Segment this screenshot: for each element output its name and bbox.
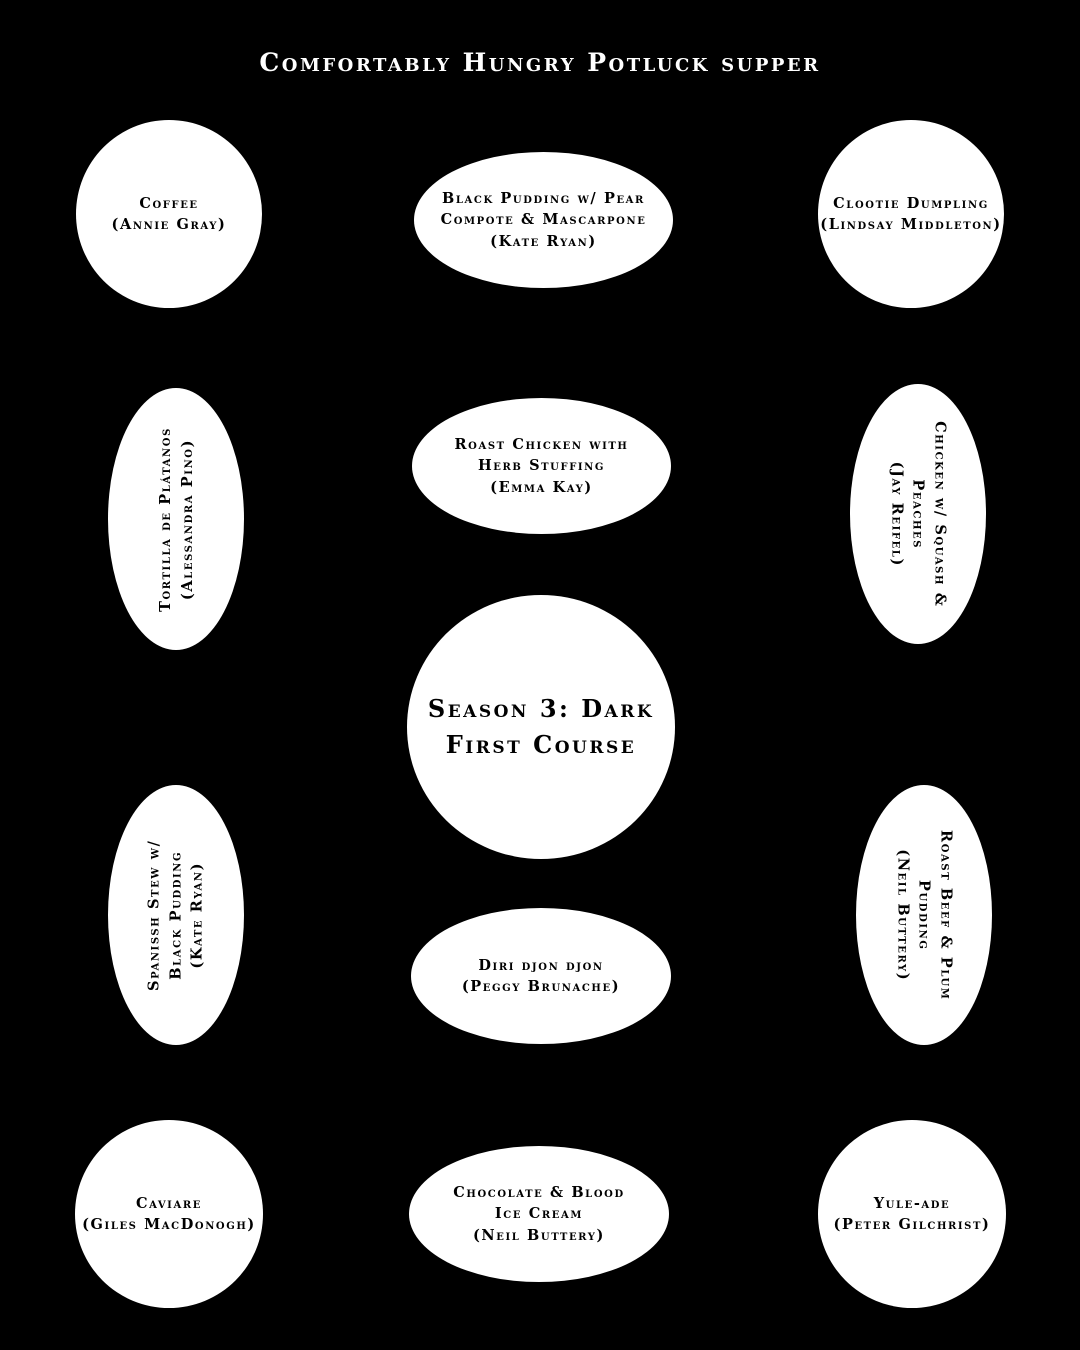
dish-clootie-dumpling [818,120,1004,308]
dish-label [455,434,629,499]
center-circle [407,595,675,859]
dish-contributor: (Peggy Brunache) [461,978,621,995]
dish-label [886,421,951,607]
dish-label [820,193,1002,236]
dish-name: Yule-ade [873,1194,951,1212]
dish-contributor: (Jay Reifel) [888,461,906,567]
dish-name: Ice Cream [494,1205,584,1223]
page-title: Comfortably Hungry Potluck supper [259,48,821,77]
dish-contributor: (Neil Buttery) [894,848,912,982]
dish-label [462,955,620,998]
dish-name: Black Pudding [167,850,185,980]
dish-name: Caviare [136,1194,202,1212]
dish-name: Clootie Dumpling [833,194,989,212]
dish-label [82,1193,256,1236]
dish-chicken-squash [850,384,986,644]
dish-name: Coffee [139,194,199,212]
dish-roast-chicken [412,398,671,534]
dish-name: Spanissh Stew w/ [145,839,163,991]
dish-name: Diri djon djon [478,956,604,974]
dish-name: Chocolate & Blood [453,1183,625,1201]
dish-diri-djon-djon [411,908,671,1044]
dish-name: Roast Beef & Plum [937,829,955,1001]
dish-black-pudding [414,152,673,288]
dish-name: Roast Chicken with [454,435,629,453]
dish-name: Compote & Mascarpone [440,211,647,229]
dish-label [144,839,209,991]
dish-name: Black Pudding w/ Pear [442,189,645,207]
dish-contributor: (Emma Kay) [490,478,593,496]
dish-roast-beef [856,785,992,1045]
dish-label [833,1193,990,1236]
dish-contributor: (Neil Buttery) [472,1226,605,1244]
dish-label [155,427,198,612]
dish-tortilla [108,388,244,650]
dish-label [453,1182,624,1247]
dish-label [441,188,647,253]
dish-name: Chicken w/ Squash & [931,420,949,608]
dish-contributor: (Giles MacDonogh) [82,1216,256,1233]
dish-label [112,193,227,236]
dish-chocolate-blood [409,1146,669,1282]
dish-contributor: (Annie Gray) [111,216,227,233]
dish-name: Peaches [909,479,927,549]
dish-coffee [76,120,262,308]
dish-contributor: (Kate Ryan) [490,232,597,250]
dish-contributor: (Peter Gilchrist) [833,1216,991,1233]
dish-name: Herb Stuffing [477,457,606,475]
dish-contributor: (Kate Ryan) [188,861,206,969]
dish-label [892,830,957,1000]
season-title: Season 3: Dark [427,694,655,723]
dish-name: Pudding [915,879,933,951]
dish-spanish-stew [108,785,244,1045]
dish-contributor: (Lindsay Middleton) [820,216,1002,233]
course-title: First Course [445,730,637,759]
center-label [428,691,654,763]
dish-name: Tortilla de Plátanos [156,426,174,612]
dish-caviare [75,1120,263,1308]
dish-yule-ade [818,1120,1006,1308]
dish-contributor: (Alessandra Pino) [178,438,195,600]
